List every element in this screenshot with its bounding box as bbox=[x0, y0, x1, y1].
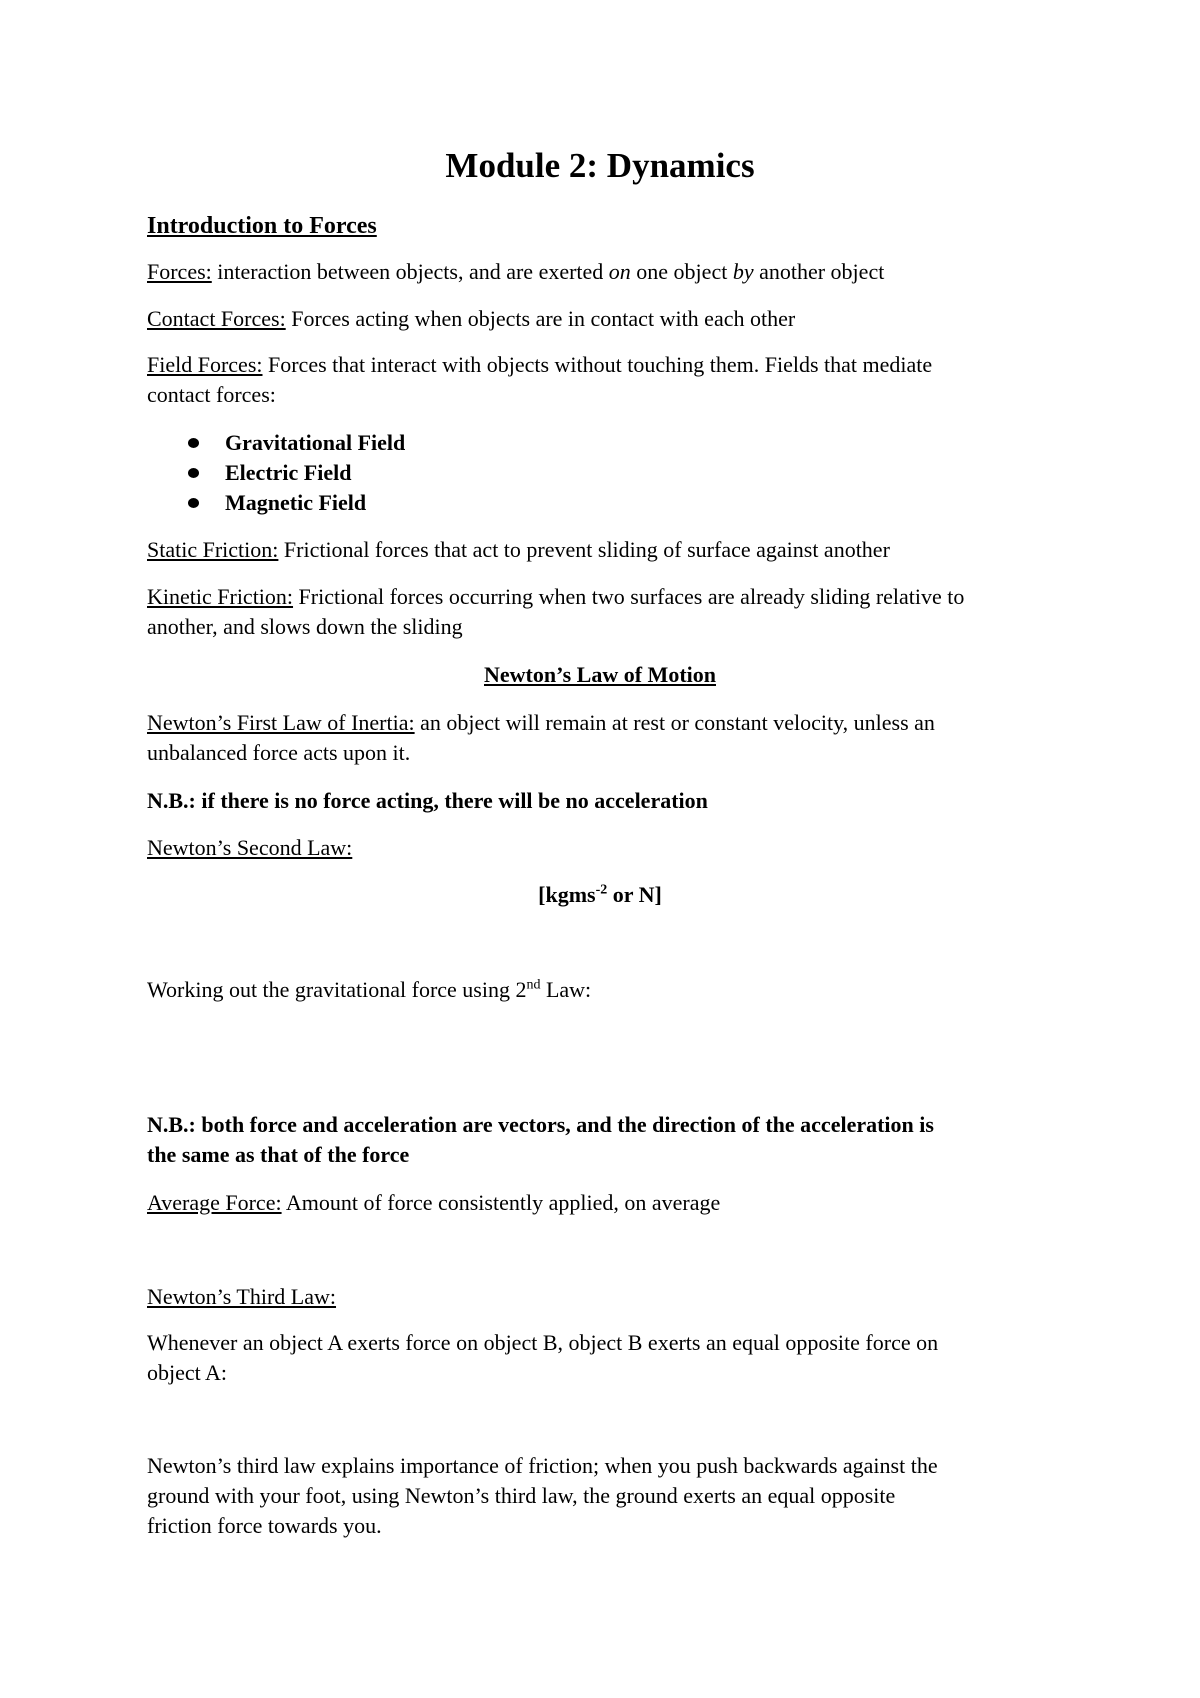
bullet-label: Magnetic Field bbox=[225, 490, 367, 515]
friction-paragraph-3: friction force towards you. bbox=[147, 1513, 382, 1538]
bullet-label: Gravitational Field bbox=[225, 430, 406, 455]
field-forces-text-2: contact forces: bbox=[147, 382, 276, 407]
forces-text-3: another object bbox=[753, 259, 885, 284]
unit-exponent: -2 bbox=[595, 882, 608, 898]
gravitational-force-line bbox=[147, 975, 591, 1005]
friction-paragraph-1: Newton’s third law explains importance of friction; when you push backwards against the bbox=[147, 1453, 938, 1478]
friction-paragraph-2: ground with your foot, using Newton’s third law, the ground exerts an equal opposite bbox=[147, 1483, 896, 1508]
forces-definition bbox=[147, 257, 884, 287]
term-static-friction: Static Friction: bbox=[147, 537, 279, 562]
static-friction-definition bbox=[147, 535, 890, 565]
third-law-text-1: Whenever an object A exerts force on object B, object B exerts an equal opposite force on bbox=[147, 1330, 939, 1355]
section-heading-newton: Newton’s Law of Motion bbox=[484, 662, 716, 687]
note-vectors-2: the same as that of the force bbox=[147, 1142, 410, 1167]
first-law-text-1: an object will remain at rest or constant velocity, unless an bbox=[414, 710, 935, 735]
note-no-force: N.B.: if there is no force acting, there will be no acceleration bbox=[147, 788, 708, 813]
forces-text-2: one object bbox=[630, 259, 733, 284]
term-average-force: Average Force: bbox=[147, 1190, 282, 1215]
kinetic-friction-definition bbox=[147, 582, 964, 612]
contact-forces-text: Forces acting when objects are in contact with each other bbox=[285, 306, 796, 331]
gravity-prefix: Working out the gravitational force using 2 bbox=[147, 977, 527, 1002]
term-first-law: Newton’s First Law of Inertia: bbox=[147, 710, 415, 735]
section-heading-intro: Introduction to Forces bbox=[147, 213, 377, 239]
term-kinetic-friction: Kinetic Friction: bbox=[147, 584, 294, 609]
field-forces-text-1: Forces that interact with objects without touching them. Fields that mediate bbox=[262, 352, 933, 377]
forces-by: by bbox=[732, 259, 754, 284]
term-forces: Forces: bbox=[147, 259, 212, 284]
unit-prefix: [kgms bbox=[538, 882, 596, 907]
bullet-icon bbox=[188, 438, 199, 448]
page-title: Module 2: Dynamics bbox=[445, 146, 755, 185]
contact-forces-definition bbox=[147, 304, 795, 334]
term-contact-forces: Contact Forces: bbox=[147, 306, 286, 331]
term-second-law: Newton’s Second Law: bbox=[147, 835, 353, 860]
first-law-text-2: unbalanced force acts upon it. bbox=[147, 740, 411, 765]
average-force-definition bbox=[147, 1188, 720, 1218]
second-law-unit bbox=[0, 880, 1200, 910]
bullet-label: Electric Field bbox=[225, 460, 352, 485]
kinetic-friction-text-1: Frictional forces occurring when two surfaces are already sliding relative to bbox=[293, 584, 965, 609]
unit-suffix: or N] bbox=[607, 882, 662, 907]
gravity-ordinal: nd bbox=[526, 977, 541, 993]
forces-text-1: interaction between objects, and are exerted bbox=[211, 259, 609, 284]
field-forces-definition bbox=[147, 350, 932, 380]
gravity-suffix: Law: bbox=[540, 977, 592, 1002]
forces-on: on bbox=[608, 259, 631, 284]
term-third-law: Newton’s Third Law: bbox=[147, 1284, 337, 1309]
average-force-text: Amount of force consistently applied, on average bbox=[281, 1190, 721, 1215]
third-law-text-2: object A: bbox=[147, 1360, 228, 1385]
term-field-forces: Field Forces: bbox=[147, 352, 263, 377]
first-law-definition bbox=[147, 708, 935, 738]
kinetic-friction-text-2: another, and slows down the sliding bbox=[147, 614, 463, 639]
static-friction-text: Frictional forces that act to prevent sliding of surface against another bbox=[278, 537, 890, 562]
bullet-icon bbox=[188, 468, 199, 478]
note-vectors-1: N.B.: both force and acceleration are vectors, and the direction of the acceleration is bbox=[147, 1112, 934, 1137]
bullet-icon bbox=[188, 498, 199, 508]
